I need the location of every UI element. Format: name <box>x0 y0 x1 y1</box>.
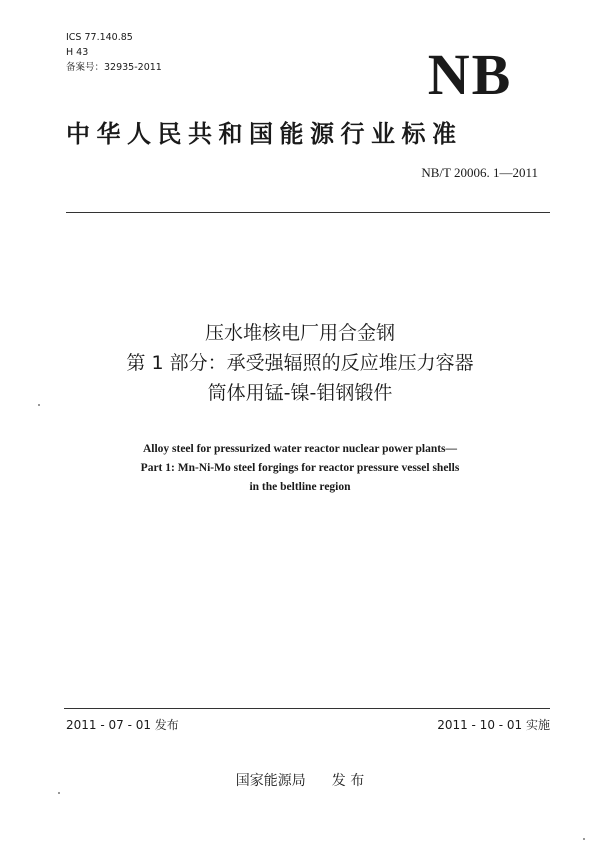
filing-number: 备案号：32935-2011 <box>66 62 162 73</box>
implementation-date: 2011 - 10 - 01 实施 <box>437 718 550 732</box>
issue-action: 发 布 <box>331 773 365 789</box>
english-title-line-3: in the beltline region <box>249 481 351 493</box>
nb-logo-graphic <box>408 46 532 104</box>
class-code: H 43 <box>66 47 89 58</box>
bottom-divider <box>64 708 550 709</box>
english-title <box>0 440 600 497</box>
nb-logo-text: NB <box>427 46 513 104</box>
scan-speck <box>583 838 585 840</box>
scan-speck <box>38 404 40 406</box>
publish-date: 2011 - 07 - 01 发布 <box>66 718 179 732</box>
nb-logo <box>408 46 532 104</box>
chinese-title-line-1: 压水堆核电厂用合金钢 <box>204 322 395 344</box>
standard-category-title: 中华人民共和国能源行业标准 <box>66 120 463 148</box>
chinese-title <box>0 318 600 408</box>
issuing-organization: 国家能源局 <box>235 773 306 789</box>
chinese-title-line-3: 筒体用锰-镍-钼钢锻件 <box>207 382 393 404</box>
top-divider <box>66 212 550 213</box>
english-title-line-2: Part 1: Mn-Ni-Mo steel forgings for reactor pressure vessel shells <box>140 462 460 474</box>
english-title-line-1: Alloy steel for pressurized water reactor nuclear power plants— <box>142 443 458 455</box>
standard-number: NB/T 20006. 1—2011 <box>421 165 538 180</box>
ics-code: ICS 77.140.85 <box>66 32 133 43</box>
classification-block <box>66 30 162 75</box>
issuer-line <box>0 770 600 790</box>
scan-speck <box>58 792 60 794</box>
chinese-title-line-2: 第 1 部分：承受强辐照的反应堆压力容器 <box>126 352 474 374</box>
